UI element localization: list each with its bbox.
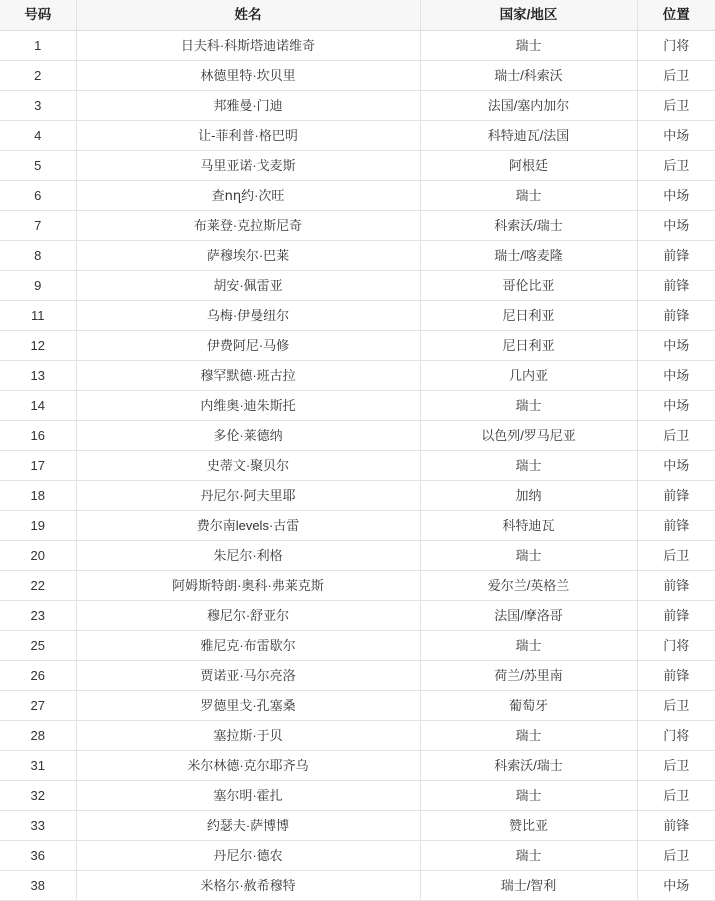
cell-number: 26 <box>0 661 76 691</box>
cell-name: 阿姆斯特朗·奥科·弗莱克斯 <box>76 571 420 601</box>
cell-name: 费尔南levels·古雷 <box>76 511 420 541</box>
cell-position: 后卫 <box>637 841 715 871</box>
cell-country: 葡萄牙 <box>420 691 637 721</box>
cell-country: 科特迪瓦 <box>420 511 637 541</box>
cell-number: 20 <box>0 541 76 571</box>
cell-name: 丹尼尔·阿夫里耶 <box>76 481 420 511</box>
cell-country: 科特迪瓦/法国 <box>420 121 637 151</box>
table-row <box>0 541 715 571</box>
cell-number: 8 <box>0 241 76 271</box>
cell-country: 瑞士 <box>420 391 637 421</box>
cell-country: 瑞士 <box>420 31 637 61</box>
cell-name: 林德里特·坎贝里 <box>76 61 420 91</box>
table-body <box>0 31 715 901</box>
table-row <box>0 451 715 481</box>
table-row <box>0 181 715 211</box>
cell-country: 科索沃/瑞士 <box>420 751 637 781</box>
cell-position: 前锋 <box>637 481 715 511</box>
cell-number: 32 <box>0 781 76 811</box>
column-header-country: 国家/地区 <box>420 0 637 31</box>
cell-name: 史蒂文·聚贝尔 <box>76 451 420 481</box>
cell-number: 27 <box>0 691 76 721</box>
cell-country: 法国/塞内加尔 <box>420 91 637 121</box>
table-row <box>0 871 715 901</box>
cell-number: 4 <box>0 121 76 151</box>
cell-country: 瑞士 <box>420 781 637 811</box>
column-header-number: 号码 <box>0 0 76 31</box>
cell-number: 23 <box>0 601 76 631</box>
cell-country: 瑞士 <box>420 841 637 871</box>
cell-position: 后卫 <box>637 691 715 721</box>
cell-number: 3 <box>0 91 76 121</box>
table-row <box>0 61 715 91</box>
cell-position: 前锋 <box>637 571 715 601</box>
cell-country: 法国/摩洛哥 <box>420 601 637 631</box>
cell-position: 后卫 <box>637 151 715 181</box>
cell-name: 萨穆埃尔·巴莱 <box>76 241 420 271</box>
cell-name: 伊费阿尼·马修 <box>76 331 420 361</box>
cell-position: 前锋 <box>637 301 715 331</box>
cell-number: 38 <box>0 871 76 901</box>
table-row <box>0 751 715 781</box>
cell-number: 19 <box>0 511 76 541</box>
table-row <box>0 811 715 841</box>
cell-country: 瑞士/智利 <box>420 871 637 901</box>
cell-position: 前锋 <box>637 511 715 541</box>
cell-number: 13 <box>0 361 76 391</box>
cell-position: 中场 <box>637 451 715 481</box>
cell-number: 16 <box>0 421 76 451</box>
table-row <box>0 391 715 421</box>
table-row <box>0 151 715 181</box>
table-row <box>0 91 715 121</box>
cell-number: 11 <box>0 301 76 331</box>
cell-position: 后卫 <box>637 541 715 571</box>
cell-number: 5 <box>0 151 76 181</box>
cell-country: 哥伦比亚 <box>420 271 637 301</box>
table-row <box>0 211 715 241</box>
cell-country: 阿根廷 <box>420 151 637 181</box>
column-header-position: 位置 <box>637 0 715 31</box>
cell-number: 22 <box>0 571 76 601</box>
cell-country: 瑞士 <box>420 541 637 571</box>
cell-name: 塞尔明·霍扎 <box>76 781 420 811</box>
cell-name: 米尔林德·克尔耶齐乌 <box>76 751 420 781</box>
table-row <box>0 571 715 601</box>
cell-name: 让-菲利普·格巴明 <box>76 121 420 151</box>
cell-country: 瑞士 <box>420 631 637 661</box>
table-row <box>0 421 715 451</box>
table-row <box>0 241 715 271</box>
table-row <box>0 601 715 631</box>
cell-country: 瑞士 <box>420 181 637 211</box>
cell-position: 门将 <box>637 631 715 661</box>
cell-number: 14 <box>0 391 76 421</box>
cell-number: 18 <box>0 481 76 511</box>
cell-name: 日夫科·科斯塔迪诺维奇 <box>76 31 420 61</box>
cell-name: 布莱登·克拉斯尼奇 <box>76 211 420 241</box>
column-header-name: 姓名 <box>76 0 420 31</box>
table-row <box>0 781 715 811</box>
cell-name: 朱尼尔·利格 <box>76 541 420 571</box>
table-row <box>0 721 715 751</box>
cell-number: 25 <box>0 631 76 661</box>
cell-name: 乌梅·伊曼纽尔 <box>76 301 420 331</box>
cell-country: 尼日利亚 <box>420 301 637 331</box>
cell-name: 约瑟夫·萨博博 <box>76 811 420 841</box>
table-row <box>0 841 715 871</box>
cell-number: 7 <box>0 211 76 241</box>
cell-name: 塞拉斯·于贝 <box>76 721 420 751</box>
table-row <box>0 301 715 331</box>
cell-country: 瑞士 <box>420 721 637 751</box>
cell-number: 12 <box>0 331 76 361</box>
cell-position: 前锋 <box>637 661 715 691</box>
cell-country: 爱尔兰/英格兰 <box>420 571 637 601</box>
cell-name: 多伦·莱德纳 <box>76 421 420 451</box>
cell-position: 后卫 <box>637 91 715 121</box>
table-row <box>0 511 715 541</box>
cell-position: 后卫 <box>637 751 715 781</box>
cell-position: 后卫 <box>637 421 715 451</box>
table-row <box>0 331 715 361</box>
cell-position: 中场 <box>637 181 715 211</box>
cell-country: 以色列/罗马尼亚 <box>420 421 637 451</box>
cell-position: 中场 <box>637 391 715 421</box>
cell-country: 荷兰/苏里南 <box>420 661 637 691</box>
cell-position: 前锋 <box>637 601 715 631</box>
cell-position: 中场 <box>637 361 715 391</box>
table-row <box>0 121 715 151</box>
header-row <box>0 0 715 31</box>
table-row <box>0 31 715 61</box>
cell-position: 中场 <box>637 871 715 901</box>
table-row <box>0 691 715 721</box>
cell-position: 前锋 <box>637 271 715 301</box>
cell-country: 几内亚 <box>420 361 637 391</box>
cell-number: 1 <box>0 31 76 61</box>
table-row <box>0 631 715 661</box>
cell-number: 2 <box>0 61 76 91</box>
cell-number: 28 <box>0 721 76 751</box>
cell-country: 尼日利亚 <box>420 331 637 361</box>
cell-number: 17 <box>0 451 76 481</box>
cell-name: 雅尼克·布雷歇尔 <box>76 631 420 661</box>
cell-country: 赞比亚 <box>420 811 637 841</box>
cell-number: 9 <box>0 271 76 301</box>
table-header <box>0 0 715 31</box>
cell-name: 贾诺亚·马尔亮洛 <box>76 661 420 691</box>
cell-position: 中场 <box>637 211 715 241</box>
cell-number: 31 <box>0 751 76 781</box>
cell-country: 瑞士/科索沃 <box>420 61 637 91</box>
cell-position: 门将 <box>637 31 715 61</box>
cell-position: 中场 <box>637 121 715 151</box>
cell-name: 米格尔·赦希穆特 <box>76 871 420 901</box>
cell-name: 穆尼尔·舒亚尔 <box>76 601 420 631</box>
table-row <box>0 661 715 691</box>
cell-position: 前锋 <box>637 811 715 841</box>
cell-name: 邦雅曼·门迪 <box>76 91 420 121</box>
cell-name: 查ող约·次旺 <box>76 181 420 211</box>
cell-name: 胡安·佩雷亚 <box>76 271 420 301</box>
cell-position: 门将 <box>637 721 715 751</box>
cell-name: 罗德里戈·孔塞桑 <box>76 691 420 721</box>
cell-name: 马里亚诺·戈麦斯 <box>76 151 420 181</box>
cell-name: 丹尼尔·德农 <box>76 841 420 871</box>
cell-position: 后卫 <box>637 61 715 91</box>
table-row <box>0 361 715 391</box>
table-row <box>0 481 715 511</box>
table-row <box>0 271 715 301</box>
cell-name: 内维奥·迪朱斯托 <box>76 391 420 421</box>
cell-position: 前锋 <box>637 241 715 271</box>
cell-number: 6 <box>0 181 76 211</box>
cell-position: 后卫 <box>637 781 715 811</box>
cell-country: 瑞士/喀麦隆 <box>420 241 637 271</box>
cell-country: 科索沃/瑞士 <box>420 211 637 241</box>
cell-number: 36 <box>0 841 76 871</box>
cell-name: 穆罕默德·班古拉 <box>76 361 420 391</box>
cell-number: 33 <box>0 811 76 841</box>
cell-position: 中场 <box>637 331 715 361</box>
cell-country: 瑞士 <box>420 451 637 481</box>
cell-country: 加纳 <box>420 481 637 511</box>
